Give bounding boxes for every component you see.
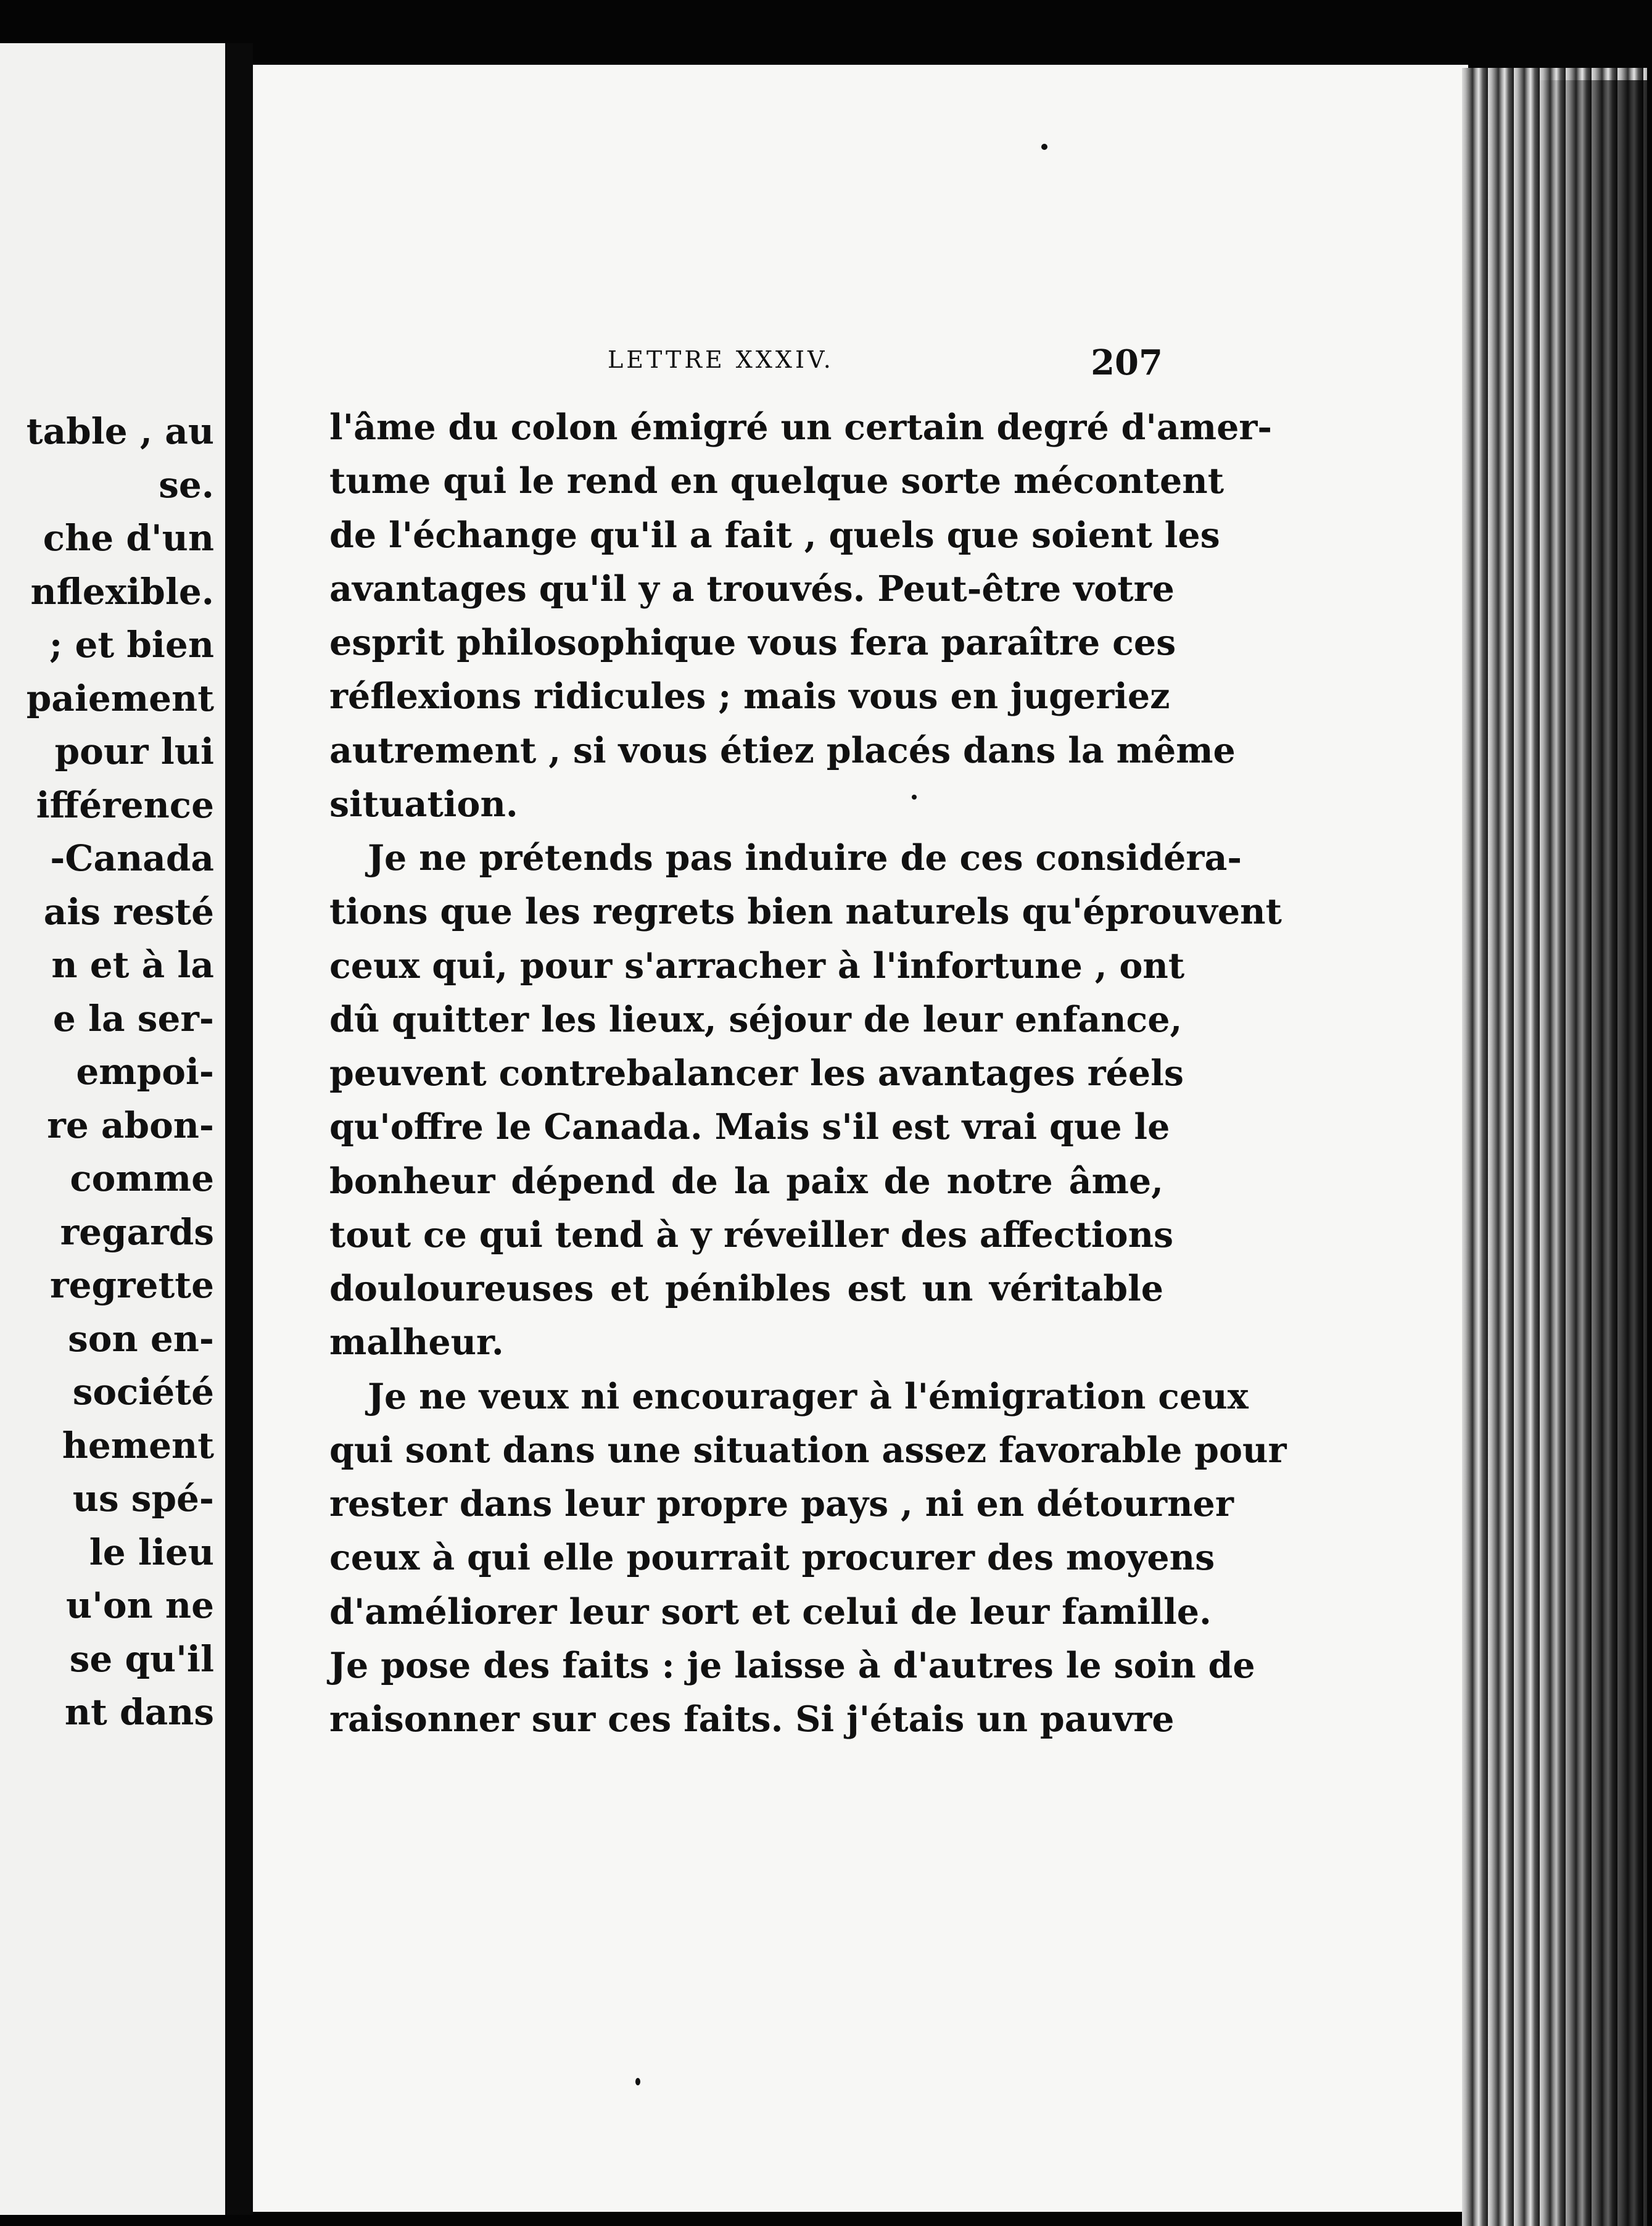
- left-page-line: hement: [62, 1425, 214, 1467]
- left-page-line: nflexible.: [30, 571, 214, 613]
- left-page-line: n et à la: [51, 944, 214, 986]
- text-line: Je pose des faits : je laisse à d'autres le soin de: [329, 1645, 1255, 1686]
- left-page-line: re abon-: [47, 1104, 214, 1146]
- text-line: esprit philosophique vous fera paraître ces: [329, 622, 1176, 663]
- left-page-line: ais resté: [43, 891, 214, 933]
- text-line: tout ce qui tend à y réveiller des affections: [329, 1214, 1174, 1256]
- left-page-line: se.: [159, 464, 214, 506]
- text-line: rester dans leur propre pays , ni en détourner: [329, 1483, 1234, 1525]
- text-line: tume qui le rend en quelque sorte mécontent: [329, 460, 1225, 502]
- page-edges-shadow: [1536, 80, 1647, 2226]
- ink-speck: [635, 2078, 640, 2085]
- left-page-line: ; et bien: [49, 624, 214, 666]
- text-line: dû quitter les lieux, séjour de leur enfance,: [329, 999, 1183, 1040]
- left-page-line: se qu'il: [69, 1638, 214, 1680]
- left-page-line: nt dans: [64, 1691, 214, 1733]
- left-page-line: empoi-: [76, 1051, 214, 1093]
- left-page-line: le lieu: [89, 1531, 214, 1573]
- text-line: Je ne veux ni encourager à l'émigration ceux: [368, 1376, 1249, 1417]
- left-page-line: regrette: [50, 1264, 214, 1306]
- book-gutter: [225, 43, 253, 2215]
- running-title: LETTRE XXXIV.: [608, 346, 834, 373]
- left-page-line: u'on ne: [65, 1584, 214, 1626]
- page-number: 207: [1091, 342, 1163, 383]
- text-line: qu'offre le Canada. Mais s'il est vrai que le: [329, 1106, 1170, 1148]
- left-page-line: regards: [60, 1211, 214, 1253]
- text-line: de l'échange qu'il a fait , quels que soient les: [329, 515, 1220, 556]
- ink-speck: [1041, 144, 1047, 150]
- left-page-line: che d'un: [43, 517, 214, 559]
- text-line: réflexions ridicules ; mais vous en jugeriez: [329, 676, 1170, 717]
- text-line: avantages qu'il y a trouvés. Peut-être votre: [329, 568, 1175, 610]
- text-line: Je ne prétends pas induire de ces considéra-: [368, 837, 1242, 879]
- text-line: l'âme du colon émigré un certain degré d'amer-: [329, 407, 1273, 448]
- text-line: situation.: [329, 784, 518, 825]
- text-line: malheur.: [329, 1322, 504, 1363]
- text-line: autrement , si vous étiez placés dans la même: [329, 730, 1236, 771]
- left-page-line: comme: [70, 1157, 214, 1199]
- text-line: raisonner sur ces faits. Si j'étais un pauvre: [329, 1698, 1175, 1740]
- left-page-line: e la ser-: [52, 998, 214, 1040]
- left-page-line: -Canada: [50, 837, 214, 879]
- text-line: ceux qui, pour s'arracher à l'infortune , ont: [329, 945, 1185, 987]
- left-page-line: son en-: [68, 1318, 214, 1360]
- text-line: douloureuses et pénibles est un véritable: [329, 1268, 1163, 1309]
- left-page-line: ifférence: [36, 784, 214, 826]
- text-line: bonheur dépend de la paix de notre âme,: [329, 1161, 1163, 1202]
- left-page-line: paiement: [26, 677, 214, 719]
- text-line: qui sont dans une situation assez favorable pour: [329, 1430, 1287, 1471]
- text-line: peuvent contrebalancer les avantages réels: [329, 1053, 1184, 1094]
- left-page-line: pour lui: [54, 730, 214, 772]
- left-page: [0, 43, 225, 2215]
- text-line: tions que les regrets bien naturels qu'éprouvent: [329, 891, 1282, 932]
- text-line: d'améliorer leur sort et celui de leur famille.: [329, 1591, 1212, 1632]
- left-page-line: table , au: [26, 410, 214, 452]
- left-page-line: us spé-: [72, 1478, 214, 1520]
- page-header: [608, 342, 1163, 386]
- text-line: ceux à qui elle pourrait procurer des moyens: [329, 1537, 1215, 1578]
- left-page-line: société: [72, 1371, 214, 1413]
